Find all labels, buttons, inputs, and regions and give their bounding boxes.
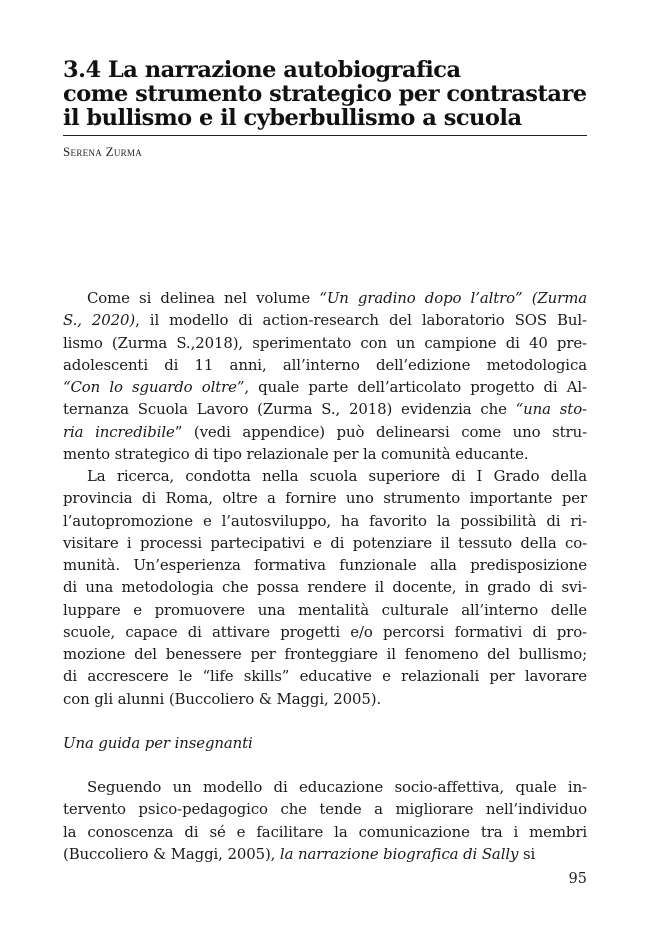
text-run: Seguendo un modello di educazione socio-affettiva, quale in- [87, 778, 587, 796]
italic-run: “Un gradino dopo l’altro” (Zurma [319, 289, 587, 307]
title-rule [63, 135, 587, 136]
text-run: lismo (Zurma S.,2018), sperimentato con un campione di 40 pre- [63, 333, 587, 352]
text-run: luppare e promuovere una mentalità culturale all’interno delle [63, 600, 587, 619]
chapter-title-line: come strumento strategico per contrastare [63, 81, 587, 107]
chapter-title [63, 58, 587, 130]
text-line [63, 332, 587, 354]
text-run: visitare i processi partecipativi e di potenziare il tessuto della co- [63, 533, 587, 552]
text-run: Come si delinea nel volume [87, 289, 320, 307]
text-line [63, 421, 587, 443]
text-line [63, 287, 587, 309]
text-run: munità. Un’esperienza formativa funzionale alla predisposizione [63, 556, 587, 574]
text-run: ” (vedi appendice) può delinearsi come uno stru- [174, 422, 587, 441]
paragraph [63, 465, 587, 710]
text-run: scuole, capace di attivare progetti e/o percorsi formativi di pro- [63, 622, 587, 641]
text-line [63, 576, 587, 598]
italic-run: la narrazione biografica di Sally [279, 844, 519, 863]
text-line [63, 776, 587, 798]
text-run: provincia di Roma, oltre a fornire uno strumento importante per [63, 489, 587, 508]
text-run: adolescenti di 11 anni, all’interno dell’edizione metodologica [63, 355, 587, 374]
text-run: ternanza Scuola Lavoro (Zurma S., 2018) evidenzia che [63, 400, 516, 419]
text-line [63, 465, 587, 487]
text-line [63, 309, 587, 331]
text-line [63, 487, 587, 509]
text-line [63, 443, 587, 465]
text-line [63, 621, 587, 643]
section-subheading: Una guida per insegnanti [63, 733, 253, 752]
italic-run: “una sto- [515, 400, 587, 419]
paragraph [63, 287, 587, 465]
italic-run: ria incredibile [63, 422, 175, 441]
chapter-header [63, 58, 587, 160]
text-run: l’autopromozione e l’autosviluppo, ha favorito la possibilità di ri- [63, 511, 587, 530]
text-line [63, 643, 587, 665]
italic-run: “Con lo sguardo oltre” [63, 378, 245, 396]
text-run: di accrescere le “life skills” educative e relazionali per lavorare [63, 667, 587, 686]
chapter-title-line: il bullismo e il cyberbullismo a scuola [63, 105, 522, 131]
text-run: si [518, 844, 536, 863]
text-line [63, 798, 587, 820]
text-run: mozione del benessere per fronteggiare il fenomeno del bullismo; [63, 645, 587, 663]
text-line [63, 554, 587, 576]
text-run: (Buccoliero & Maggi, 2005), [63, 844, 280, 863]
text-run: , il modello di action-research del laboratorio SOS Bul- [135, 311, 587, 330]
text-run: , quale parte dell’articolato progetto di Al- [244, 378, 587, 396]
paragraph [63, 776, 587, 865]
text-line [63, 821, 587, 843]
text-line [63, 376, 587, 398]
author-name: Serena Zurma [63, 144, 143, 159]
text-run: di una metodologia che possa rendere il docente, in grado di svi- [63, 578, 587, 597]
text-run: la conoscenza di sé e facilitare la comunicazione tra i membri [63, 822, 587, 841]
text-line [63, 354, 587, 376]
text-line [63, 688, 587, 710]
page-number: 95 [568, 871, 587, 887]
text-line [63, 532, 587, 554]
text-run: La ricerca, condotta nella scuola superiore di I Grado della [87, 467, 587, 485]
text-line [63, 843, 587, 865]
text-line [63, 510, 587, 532]
text-run: tervento psico-pedagogico che tende a migliorare nell’individuo [63, 800, 587, 819]
text-run: con gli alunni (Buccoliero & Maggi, 2005). [63, 689, 382, 708]
text-run: mento strategico di tipo relazionale per la comunità educante. [63, 444, 529, 463]
text-line [63, 665, 587, 687]
chapter-title-line: 3.4 La narrazione autobiografica [63, 57, 461, 83]
body-text [63, 287, 587, 865]
text-line [63, 398, 587, 420]
italic-run: S., 2020) [63, 311, 136, 330]
text-line [63, 599, 587, 621]
